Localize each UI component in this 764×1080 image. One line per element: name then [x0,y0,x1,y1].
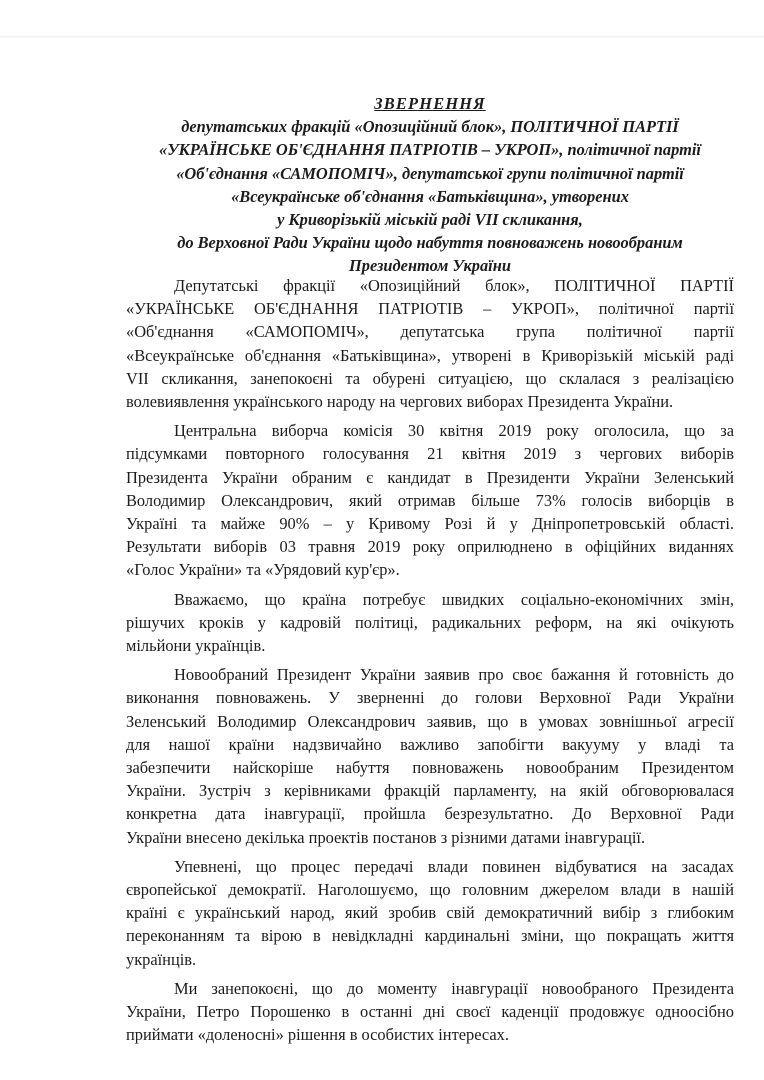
document-body [126,274,734,1053]
text-line: мільйони українців. [126,636,266,656]
text-line: Володимир Олександрович, який отримав більше 73% голосів виборців в [126,490,734,510]
text-line: переконанням та вірою в невідкладні кардинальні зміни, що покращать життя [126,926,734,946]
text-line: Президента України обраним є кандидат в Президенти України Зеленський [126,467,734,487]
text-line: Депутатські фракції «Опозиційний блок», ПОЛІТИЧНОЇ ПАРТІЇ [174,276,734,295]
text-line: волевиявлення українського народу на чергових виборах Президента України. [126,392,674,412]
heading-line: до Верховної Ради України щодо набуття повноважень новообраним [177,233,683,253]
heading-line: «Всеукраїнське об'єднання «Батьківщина», утворених [231,186,629,206]
text-line: Результати виборів 03 травня 2019 року оприлюднено в офіційних виданнях [126,537,734,557]
heading-line: «Об'єднання «САМОПОМІЧ», депутатської групи політичної партії [176,163,684,183]
text-line: «Об'єднання «САМОПОМІЧ», депутатська група політичної партії [126,322,734,342]
text-line: України. Зустріч з керівниками фракцій парламенту, на якій обговорювалася [126,781,734,801]
heading-line: Президентом України [349,256,511,276]
scan-top-edge [0,36,764,38]
paragraph-5 [126,855,734,971]
heading-line: «УКРАЇНСЬКЕ ОБ'ЄДНАННЯ ПАТРІОТІВ – УКРОП», політичної партії [159,140,701,160]
text-line: Ми занепокоєні, що до моменту інавгурації новообраного Президента [174,978,734,998]
text-line: Центральна виборча комісія 30 квітня 2019 року оголосила, що за [174,421,734,441]
text-line: Вважаємо, що країна потребує швидких соціально-економічних змін, [174,589,734,609]
paragraph-3 [126,588,734,658]
heading-line: депутатських фракцій «Опозиційний блок», ПОЛІТИЧНОЇ ПАРТІЇ [181,117,679,137]
text-line: України, Петро Порошенко в останні дні своєї каденції продовжує одноосібно [126,1002,734,1022]
text-line: «Всеукраїнське об'єднання «Батьківщина», утворені в Криворізькій міській раді [126,345,734,365]
paragraph-4 [126,663,734,849]
text-line: рішучих кроків у кадровій політиці, радикальних реформ, на які очікують [126,612,734,632]
text-line: забезпечити найскоріше набуття повноважень новообраним Президентом [126,758,734,778]
text-line: Новообраний Президент України заявив про своє бажання й готовність до [174,665,734,685]
text-line: «УКРАЇНСЬКЕ ОБ'ЄДНАННЯ ПАТРІОТІВ – УКРОП», політичної партії [126,299,734,319]
text-line: «Голос України» та «Урядовий кур'єр». [126,560,400,580]
text-line: виконання повноважень. У зверненні до голови Верховної Ради України [126,688,734,708]
text-line: українців. [126,949,197,969]
text-line: підсумками повторного голосування 21 квітня 2019 з чергових виборів [126,444,734,464]
text-line: Україні та майже 90% – у Кривому Розі й у Дніпропетровській області. [126,514,734,534]
paragraph-6 [126,977,734,1047]
heading-line: у Криворізькій міській раді VII скликання, [277,210,583,230]
paragraph-1 [126,274,734,413]
text-line: Зеленський Володимир Олександрович заявив, що в умовах зовнішньої агресії [126,711,734,731]
text-line: Упевнені, що процес передачі влади повинен відбуватися на засадах [174,856,734,876]
text-line: країні є український народ, який зробив свій демократичний вибір з глибоким [126,903,734,923]
paragraph-2 [126,419,734,581]
text-line: європейської демократії. Наголошуємо, що головним джерелом влади в нашій [126,880,734,900]
document-heading [120,92,740,278]
text-line: VII скликання, занепокоєні та обурені ситуацією, що склалася з реалізацією [126,368,734,388]
document-title: ЗВЕРНЕННЯ [374,94,486,113]
text-line: України внесено декілька проектів постанов з різними датами інавгурації. [126,827,646,847]
text-line: приймати «доленосні» рішення в особистих інтересах. [126,1025,509,1045]
text-line: для нашої країни надзвичайно важливо запобігти вакууму у владі та [126,734,734,754]
text-line: конкретна дата інавгурації, пройшла безрезультатно. До Верховної Ради [126,804,734,824]
